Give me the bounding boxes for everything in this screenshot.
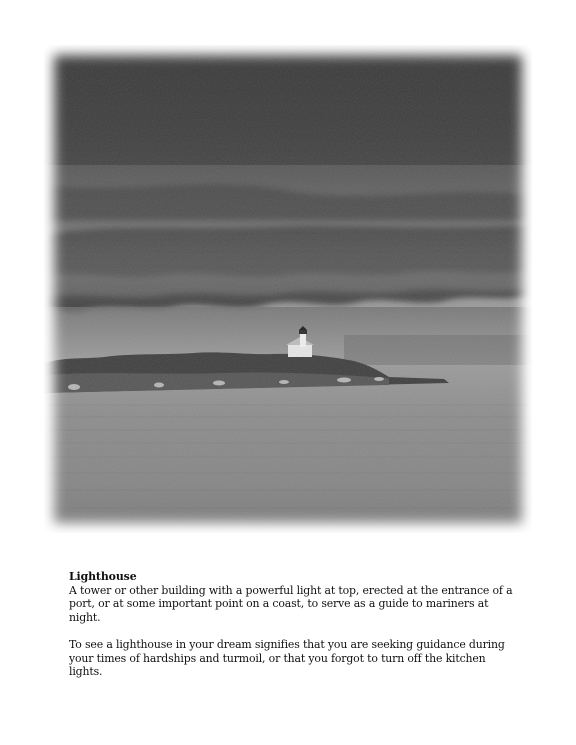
entry-title: Lighthouse [69, 570, 137, 583]
dream-dictionary-entry [69, 570, 519, 679]
entry-interpretation: To see a lighthouse in your dream signifies that you are seeking guidance during your times of hardships and turmoil, or that you forgot to turn off the kitchen lights. [69, 637, 505, 679]
entry-definition: A tower or other building with a powerful light at top, erected at the entrance of a port, or at some important point on a coast, to serve as a guide to mariners at night. [69, 583, 513, 624]
lighthouse-photo [44, 45, 532, 533]
